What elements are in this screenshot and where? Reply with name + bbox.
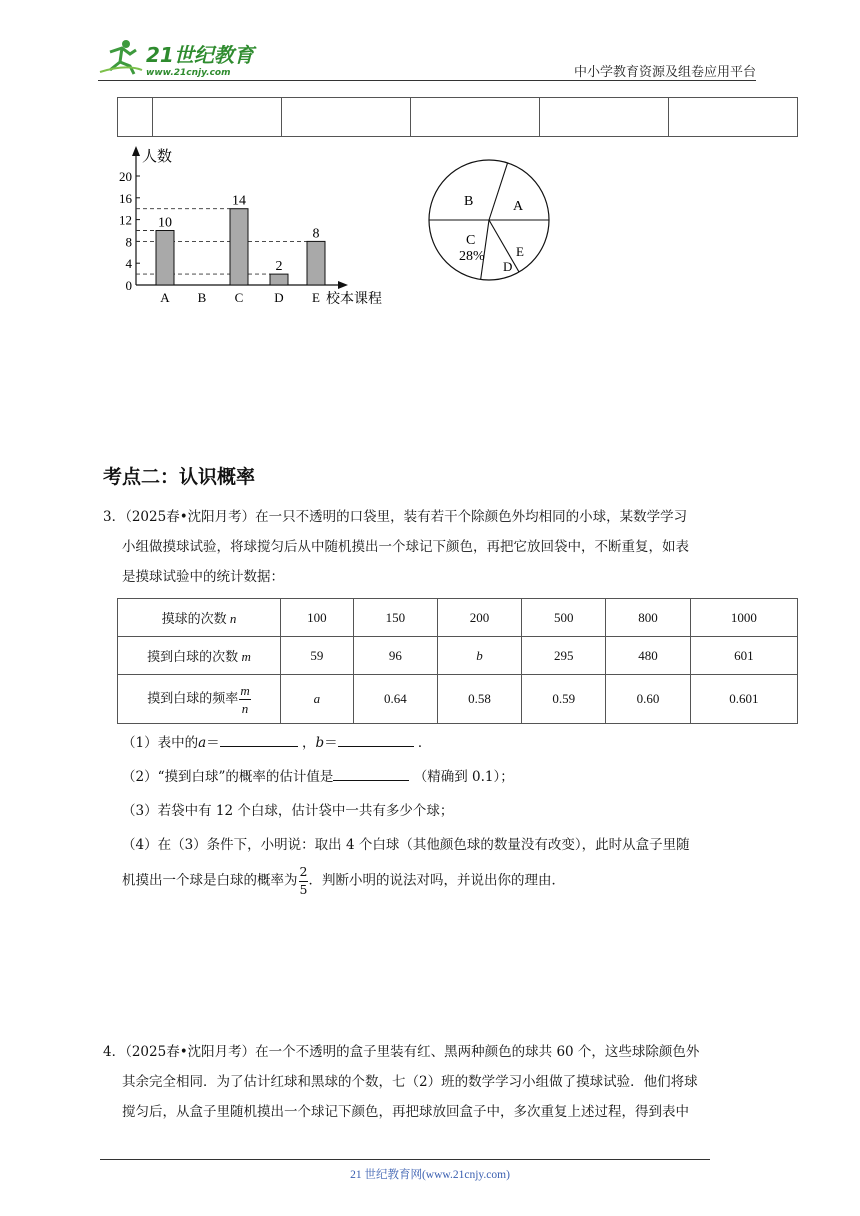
table-cell: 800: [606, 599, 690, 637]
y-tick-label: 4: [125, 256, 132, 272]
q3-line-3: 是摸球试验中的统计数据：: [122, 569, 284, 585]
table-cell: 200: [437, 599, 521, 637]
fraction-2-over-5: $\frac{2}{5}$: [299, 864, 308, 897]
y-axis-label: 人数: [142, 147, 173, 165]
q3-line-2: 小组做摸球试验，将球搅匀后从中随机摸出一个球记下颜色，再把它放回袋中，不断重复，如表: [122, 539, 689, 555]
q3-sub-3: （3）若袋中有 12 个白球，估计袋中一共有多少个球；: [122, 803, 454, 819]
bar-c: [230, 209, 248, 285]
table-cell: 59: [281, 637, 354, 675]
q4-stem: [103, 1037, 699, 1127]
site-logo: [96, 38, 266, 80]
table-row-label: 摸到白球的频率 $\frac{m}{n}$: [118, 675, 281, 724]
bar-value-label: 8: [312, 226, 320, 242]
table-cell: 96: [353, 637, 437, 675]
table-cell: a: [281, 675, 354, 724]
bar-e: [307, 241, 325, 285]
table-cell: 0.601: [690, 675, 797, 724]
table-row: [118, 637, 798, 675]
table-cell: [153, 98, 282, 137]
q3-sub-4-line-2: 机摸出一个球是白球的概率为 $\frac{2}{5}$ ．判断小明的说法对吗，并说出你的理由．: [122, 864, 565, 897]
table-cell: [282, 98, 411, 137]
table-cell: b: [437, 637, 521, 675]
y-tick-label: 16: [119, 190, 132, 206]
table-cell: 1000: [690, 599, 797, 637]
pie-label-e: E: [516, 244, 524, 259]
q3-sub-1: （1）表中的a＝ ，b＝ ．: [122, 728, 690, 758]
table-row: [118, 675, 798, 724]
x-axis-label: 校本课程: [326, 291, 382, 307]
table-cell: [411, 98, 540, 137]
y-axis-arrow: [132, 146, 140, 156]
bar-value-label: 2: [275, 259, 283, 275]
table-cell: 0.64: [353, 675, 437, 724]
table-cell: 0.58: [437, 675, 521, 724]
answer-blank-a[interactable]: [220, 732, 298, 747]
pie-label-c-percent: 28%: [459, 249, 485, 264]
table-cell: 500: [522, 599, 606, 637]
pie-label-b: B: [464, 194, 474, 209]
x-tick-label: A: [160, 290, 170, 305]
bar-a: [156, 231, 174, 286]
q3-line-1: [103, 502, 689, 532]
bar-value-label: 14: [232, 193, 246, 209]
pie-label-d: D: [503, 259, 513, 274]
q3-data-table: [117, 598, 798, 724]
q3-text-1: （2025春•沈阳月考）在一只不透明的口袋里，装有若干个除颜色外均相同的小球，某数学学习: [125, 509, 688, 525]
fraction-m-over-n: $\frac{m}{n}$: [240, 682, 250, 716]
section-title: 考点二：认识概率: [103, 466, 256, 488]
answer-blank-b[interactable]: [338, 732, 414, 747]
q3-sub-4: （4）在（3）条件下，小明说：取出 4 个白球（其他颜色球的数量没有改变），此时从盒子里随: [122, 837, 690, 853]
table-row-label: 摸到白球的次数 m: [118, 637, 281, 675]
footer-divider: [100, 1159, 710, 1160]
table-cell: [118, 98, 153, 137]
answer-table-empty: [117, 97, 798, 137]
table-row-label: 摸球的次数 n: [118, 599, 281, 637]
charts-area: [110, 140, 570, 319]
header-platform-text: 中小学教育资源及组卷应用平台: [573, 65, 756, 80]
answer-blank-prob[interactable]: [333, 766, 409, 781]
q3-number: 3．: [103, 509, 126, 525]
logo-text: 21世纪教育: [146, 43, 254, 67]
logo-url: www.21cnjy.com: [146, 68, 231, 78]
footer-text: 21 世纪教育网(www.21cnjy.com): [350, 1169, 510, 1181]
x-tick-label: B: [197, 290, 207, 305]
bar-chart: [119, 146, 382, 307]
x-tick-label: D: [274, 290, 284, 305]
table-cell: 150: [353, 599, 437, 637]
table-row: [118, 599, 798, 637]
q4-line-2: 其余完全相同．为了估计红球和黑球的个数，七（2）班的数学学习小组做了摸球试验．他们将球: [122, 1074, 698, 1090]
table-cell: 100: [281, 599, 354, 637]
table-cell: 0.60: [606, 675, 690, 724]
x-tick-label: E: [312, 290, 320, 305]
bar-d: [270, 274, 288, 285]
header-divider: [98, 80, 756, 81]
runner-icon: [100, 40, 142, 74]
x-axis-arrow: [338, 281, 348, 289]
x-tick-label: C: [234, 290, 244, 305]
bar-value-label: 10: [158, 215, 172, 231]
pie-label-a: A: [513, 199, 524, 214]
q3-sub-2: （2）“摸到白球”的概率的估计值是 （精确到 0.1）；: [122, 762, 690, 792]
y-tick-label: 8: [125, 234, 132, 250]
q4-line-1: 4．（2025春•沈阳月考）在一个不透明的盒子里装有红、黑两种颜色的球共 60 个，这些球除颜色外: [103, 1044, 700, 1060]
y-tick-label: 0: [125, 278, 132, 293]
table-cell: [540, 98, 669, 137]
table-cell: 480: [606, 637, 690, 675]
table-cell: 295: [522, 637, 606, 675]
table-cell: 601: [690, 637, 797, 675]
pie-chart: [429, 160, 549, 280]
pie-label-c: C: [466, 233, 476, 248]
q3-subquestions: [122, 728, 690, 860]
q4-line-3: 搅匀后，从盒子里随机摸出一个球记下颜色，再把球放回盒子中，多次重复上述过程，得到表中: [122, 1104, 689, 1120]
table-cell: [669, 98, 798, 137]
y-tick-label: 12: [119, 212, 132, 228]
table-cell: 0.59: [522, 675, 606, 724]
q3-stem: [103, 502, 689, 592]
y-tick-label: 20: [119, 169, 132, 184]
